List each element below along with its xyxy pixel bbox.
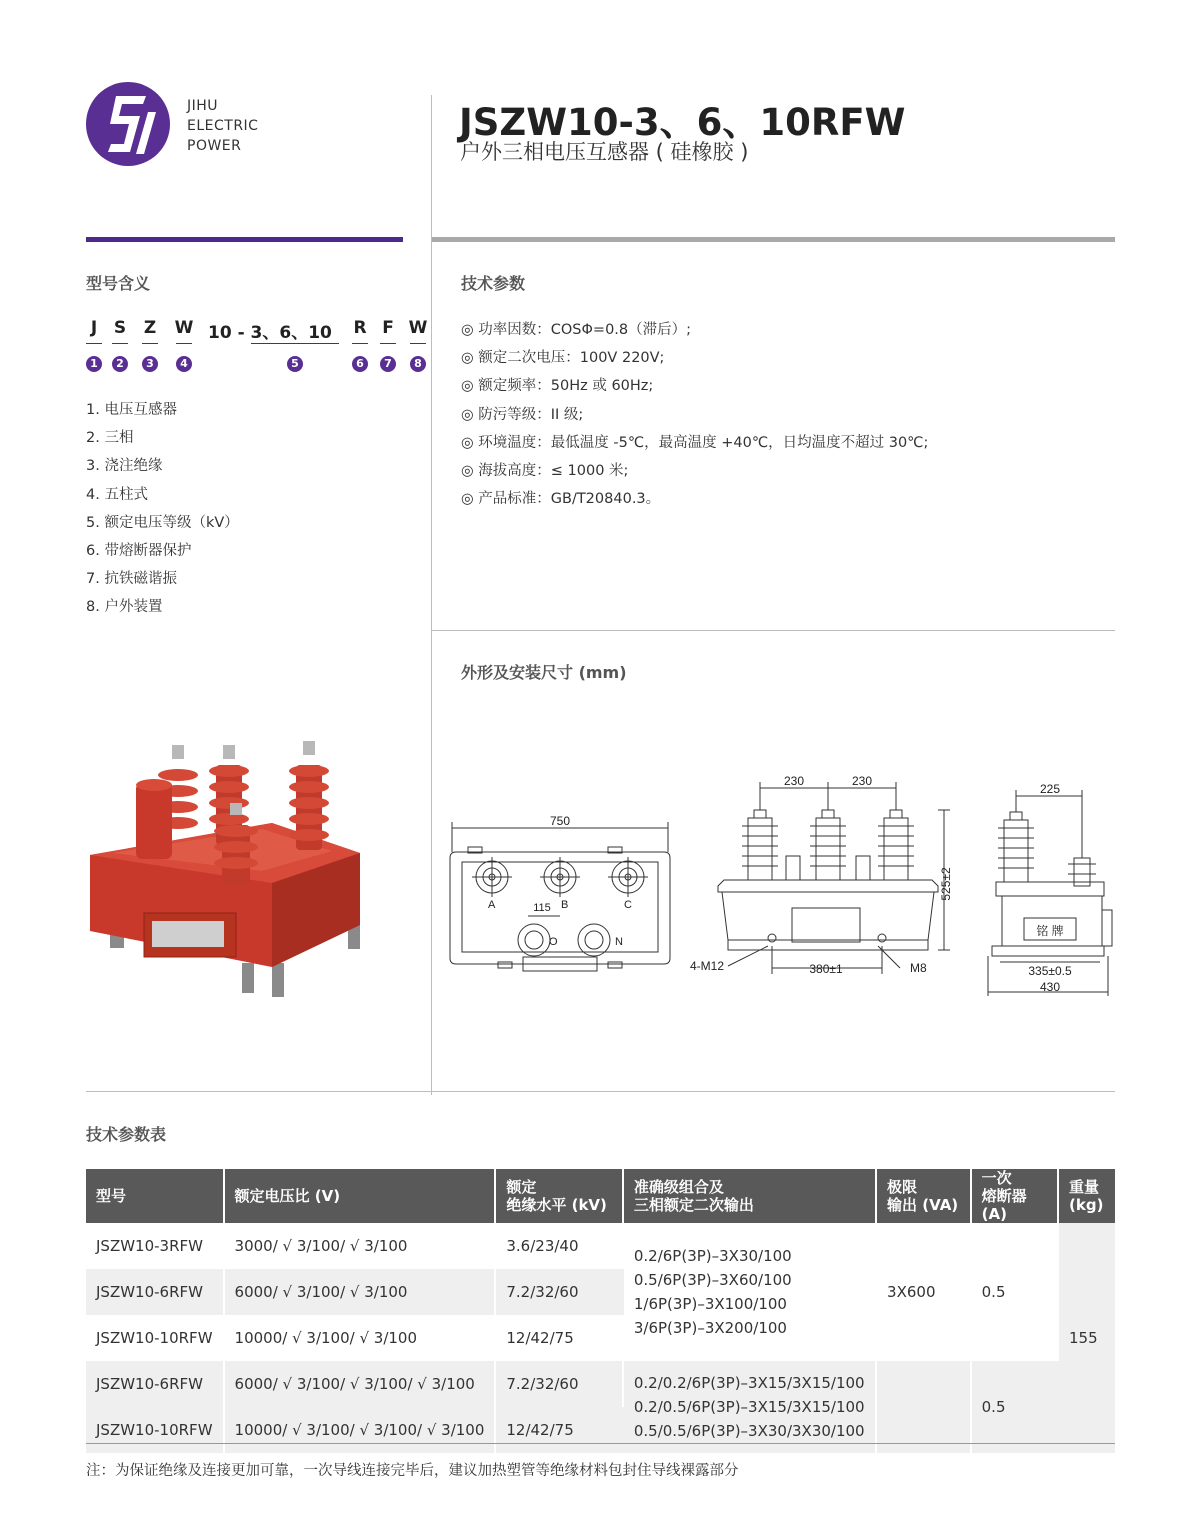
model-cell: JSZW10-6RFW bbox=[86, 1269, 225, 1315]
ratio-cell: 10000/ √ 3/100/ √ 3/100 bbox=[225, 1315, 497, 1361]
code-number-badge: 2 bbox=[112, 356, 128, 372]
code-letter: W bbox=[174, 318, 194, 338]
insulation-cell: 12/42/75 bbox=[496, 1407, 623, 1453]
code-number-badge: 6 bbox=[352, 356, 368, 372]
table-header-row bbox=[86, 1169, 1115, 1223]
grey-bar bbox=[432, 237, 1115, 242]
product-title: JSZW10-3、6、10RFW bbox=[459, 101, 906, 144]
insulation-cell: 12/42/75 bbox=[506, 1329, 574, 1347]
limit-output-cell: 3X600 bbox=[877, 1223, 972, 1361]
code-number-badge: 1 bbox=[86, 356, 102, 372]
column-header: 极限 输出 (VA) bbox=[877, 1169, 972, 1223]
brand-line-1: JIHU bbox=[187, 98, 219, 114]
code-letter: Z bbox=[143, 318, 157, 338]
phase-label: N bbox=[615, 936, 623, 948]
product-subtitle: 户外三相电压互感器 ( 硅橡胶 ) bbox=[460, 140, 749, 164]
code-letter: F bbox=[382, 318, 394, 338]
code-underline bbox=[112, 343, 128, 344]
code-underline bbox=[251, 343, 339, 344]
model-cell: JSZW10-3RFW bbox=[86, 1223, 225, 1269]
top-view-width: 750 bbox=[549, 814, 571, 828]
phase-label: B bbox=[561, 899, 569, 911]
fuse-cell: 0.5 bbox=[972, 1361, 1059, 1453]
code-underline bbox=[86, 343, 102, 344]
front-pitch-1: 230 bbox=[783, 774, 805, 788]
list-item: ◎ 海拔高度：≤ 1000 米; bbox=[461, 463, 629, 480]
column-header: 额定 绝缘水平 (kV) bbox=[496, 1169, 623, 1223]
fuse-cell: 0.5 bbox=[972, 1223, 1059, 1361]
front-bolt-spec: 4-M12 bbox=[690, 959, 725, 973]
phase-label: A bbox=[488, 899, 496, 911]
list-item: ◎ 额定二次电压：100V 220V; bbox=[461, 350, 665, 367]
column-header: 一次 熔断器 (A) bbox=[972, 1169, 1059, 1223]
list-item: 4. 五柱式 bbox=[86, 486, 148, 503]
list-item: 2. 三相 bbox=[86, 430, 134, 447]
list-item: 3. 浇注绝缘 bbox=[86, 458, 163, 475]
insulation-cell: 3.6/23/40 bbox=[496, 1223, 623, 1269]
list-item: 5. 额定电压等级（kV） bbox=[86, 514, 239, 531]
code-underline bbox=[176, 343, 192, 344]
column-header: 型号 bbox=[86, 1169, 225, 1223]
side-overall: 430 bbox=[1039, 980, 1061, 994]
model-meaning-heading: 型号含义 bbox=[86, 274, 151, 293]
brand-name bbox=[187, 96, 258, 156]
list-item: ◎ 产品标准：GB/T20840.3。 bbox=[461, 491, 661, 508]
code-underline bbox=[142, 343, 158, 344]
model-meaning-list bbox=[86, 396, 239, 622]
code-letter: 10 - 3、6、10 bbox=[208, 323, 332, 343]
front-view-drawing bbox=[688, 768, 960, 980]
accuracy-cell bbox=[624, 1223, 877, 1361]
accent-bar bbox=[86, 237, 403, 242]
insulation-cell: 7.2/32/60 bbox=[496, 1361, 623, 1407]
tech-params-heading: 技术参数 bbox=[461, 274, 526, 293]
accuracy-line: 0.2/0.5/6P(3P)–3X15/3X15/100 bbox=[633, 1398, 865, 1416]
product-photo bbox=[82, 735, 382, 1005]
column-header: 重量 (kg) bbox=[1059, 1169, 1115, 1223]
table-row bbox=[86, 1223, 1115, 1269]
code-number-badge: 3 bbox=[142, 356, 158, 372]
spec-table-heading: 技术参数表 bbox=[86, 1125, 167, 1144]
spec-table bbox=[86, 1169, 1115, 1453]
company-logo bbox=[86, 82, 170, 166]
code-letter: S bbox=[113, 318, 127, 338]
table-row bbox=[86, 1361, 1115, 1407]
section-divider bbox=[86, 1091, 1115, 1092]
section-divider bbox=[432, 630, 1115, 631]
front-base: 380±1 bbox=[809, 962, 843, 976]
ratio-cell: 6000/ √ 3/100/ √ 3/100 bbox=[225, 1269, 497, 1315]
list-item: 8. 户外装置 bbox=[86, 599, 163, 616]
top-view-spacing: 115 bbox=[533, 902, 551, 914]
limit-output-cell bbox=[877, 1361, 972, 1453]
model-cell: JSZW10-6RFW bbox=[86, 1361, 225, 1407]
code-underline bbox=[352, 343, 368, 344]
top-view-drawing bbox=[448, 812, 674, 974]
side-offset: 225 bbox=[1039, 782, 1061, 796]
phase-label: O bbox=[549, 936, 558, 948]
list-item: 1. 电压互感器 bbox=[86, 402, 177, 418]
brand-line-2: ELECTRIC bbox=[187, 118, 259, 134]
ratio-cell: 3000/ √ 3/100/ √ 3/100 bbox=[225, 1223, 497, 1269]
front-pitch-2: 230 bbox=[851, 774, 873, 788]
vertical-divider bbox=[431, 95, 432, 1095]
tech-params-list bbox=[461, 316, 928, 513]
model-cell: JSZW10-10RFW bbox=[86, 1407, 225, 1453]
accuracy-line: 0.2/6P(3P)–3X30/100 bbox=[633, 1247, 792, 1265]
accuracy-cell bbox=[624, 1361, 877, 1453]
table-bottom-rule bbox=[86, 1443, 1115, 1444]
code-number-badge: 4 bbox=[176, 356, 192, 372]
code-letter: W bbox=[408, 318, 428, 338]
code-number-badge: 7 bbox=[380, 356, 396, 372]
list-item: ◎ 环境温度：最低温度 -5℃，最高温度 +40℃，日均温度不超过 30℃; bbox=[461, 434, 929, 451]
code-number-badge: 8 bbox=[410, 356, 426, 372]
brand-line-3: POWER bbox=[187, 138, 242, 154]
insulation-cell: 7.2/32/60 bbox=[496, 1269, 623, 1315]
code-letter: J bbox=[90, 318, 98, 338]
list-item: ◎ 功率因数：COSΦ=0.8（滞后）; bbox=[461, 322, 692, 338]
accuracy-line: 3/6P(3P)–3X200/100 bbox=[633, 1319, 787, 1337]
code-number-badge: 5 bbox=[287, 356, 303, 372]
phase-label: C bbox=[624, 899, 632, 911]
list-item: ◎ 防污等级：II 级; bbox=[461, 406, 584, 423]
side-view-drawing bbox=[984, 778, 1114, 1000]
accuracy-line: 0.5/6P(3P)–3X60/100 bbox=[633, 1271, 792, 1289]
list-item: 6. 带熔断器保护 bbox=[86, 543, 192, 560]
front-ground-bolt: M8 bbox=[910, 961, 927, 975]
dimensions-heading: 外形及安装尺寸 (mm) bbox=[461, 663, 627, 682]
model-cell: JSZW10-10RFW bbox=[86, 1315, 225, 1361]
code-letter: R bbox=[353, 318, 367, 338]
side-base: 335±0.5 bbox=[1028, 964, 1072, 978]
ratio-cell: 10000/ √ 3/100/ √ 3/100/ √ 3/100 bbox=[225, 1407, 497, 1453]
ratio-cell: 6000/ √ 3/100/ √ 3/100/ √ 3/100 bbox=[225, 1361, 497, 1407]
code-underline bbox=[380, 343, 396, 344]
column-header: 额定电压比 (V) bbox=[225, 1169, 497, 1223]
accuracy-line: 0.5/0.5/6P(3P)–3X30/3X30/100 bbox=[633, 1422, 865, 1440]
column-header: 准确级组合及 三相额定二次输出 bbox=[624, 1169, 877, 1223]
list-item: ◎ 额定频率：50Hz 或 60Hz; bbox=[461, 378, 654, 395]
front-height: 525±2 bbox=[939, 867, 953, 901]
accuracy-line: 1/6P(3P)–3X100/100 bbox=[633, 1295, 787, 1313]
footnote: 注：为保证绝缘及连接更加可靠，一次导线连接完毕后，建议加热塑管等绝缘材料包封住导线裸露部分 bbox=[86, 1463, 739, 1479]
list-item: 7. 抗铁磁谐振 bbox=[86, 571, 177, 588]
weight-cell: 155 bbox=[1059, 1223, 1115, 1453]
code-underline bbox=[410, 343, 426, 344]
accuracy-line: 0.2/0.2/6P(3P)–3X15/3X15/100 bbox=[633, 1374, 865, 1392]
side-nameplate: 铭 牌 bbox=[1036, 924, 1064, 938]
